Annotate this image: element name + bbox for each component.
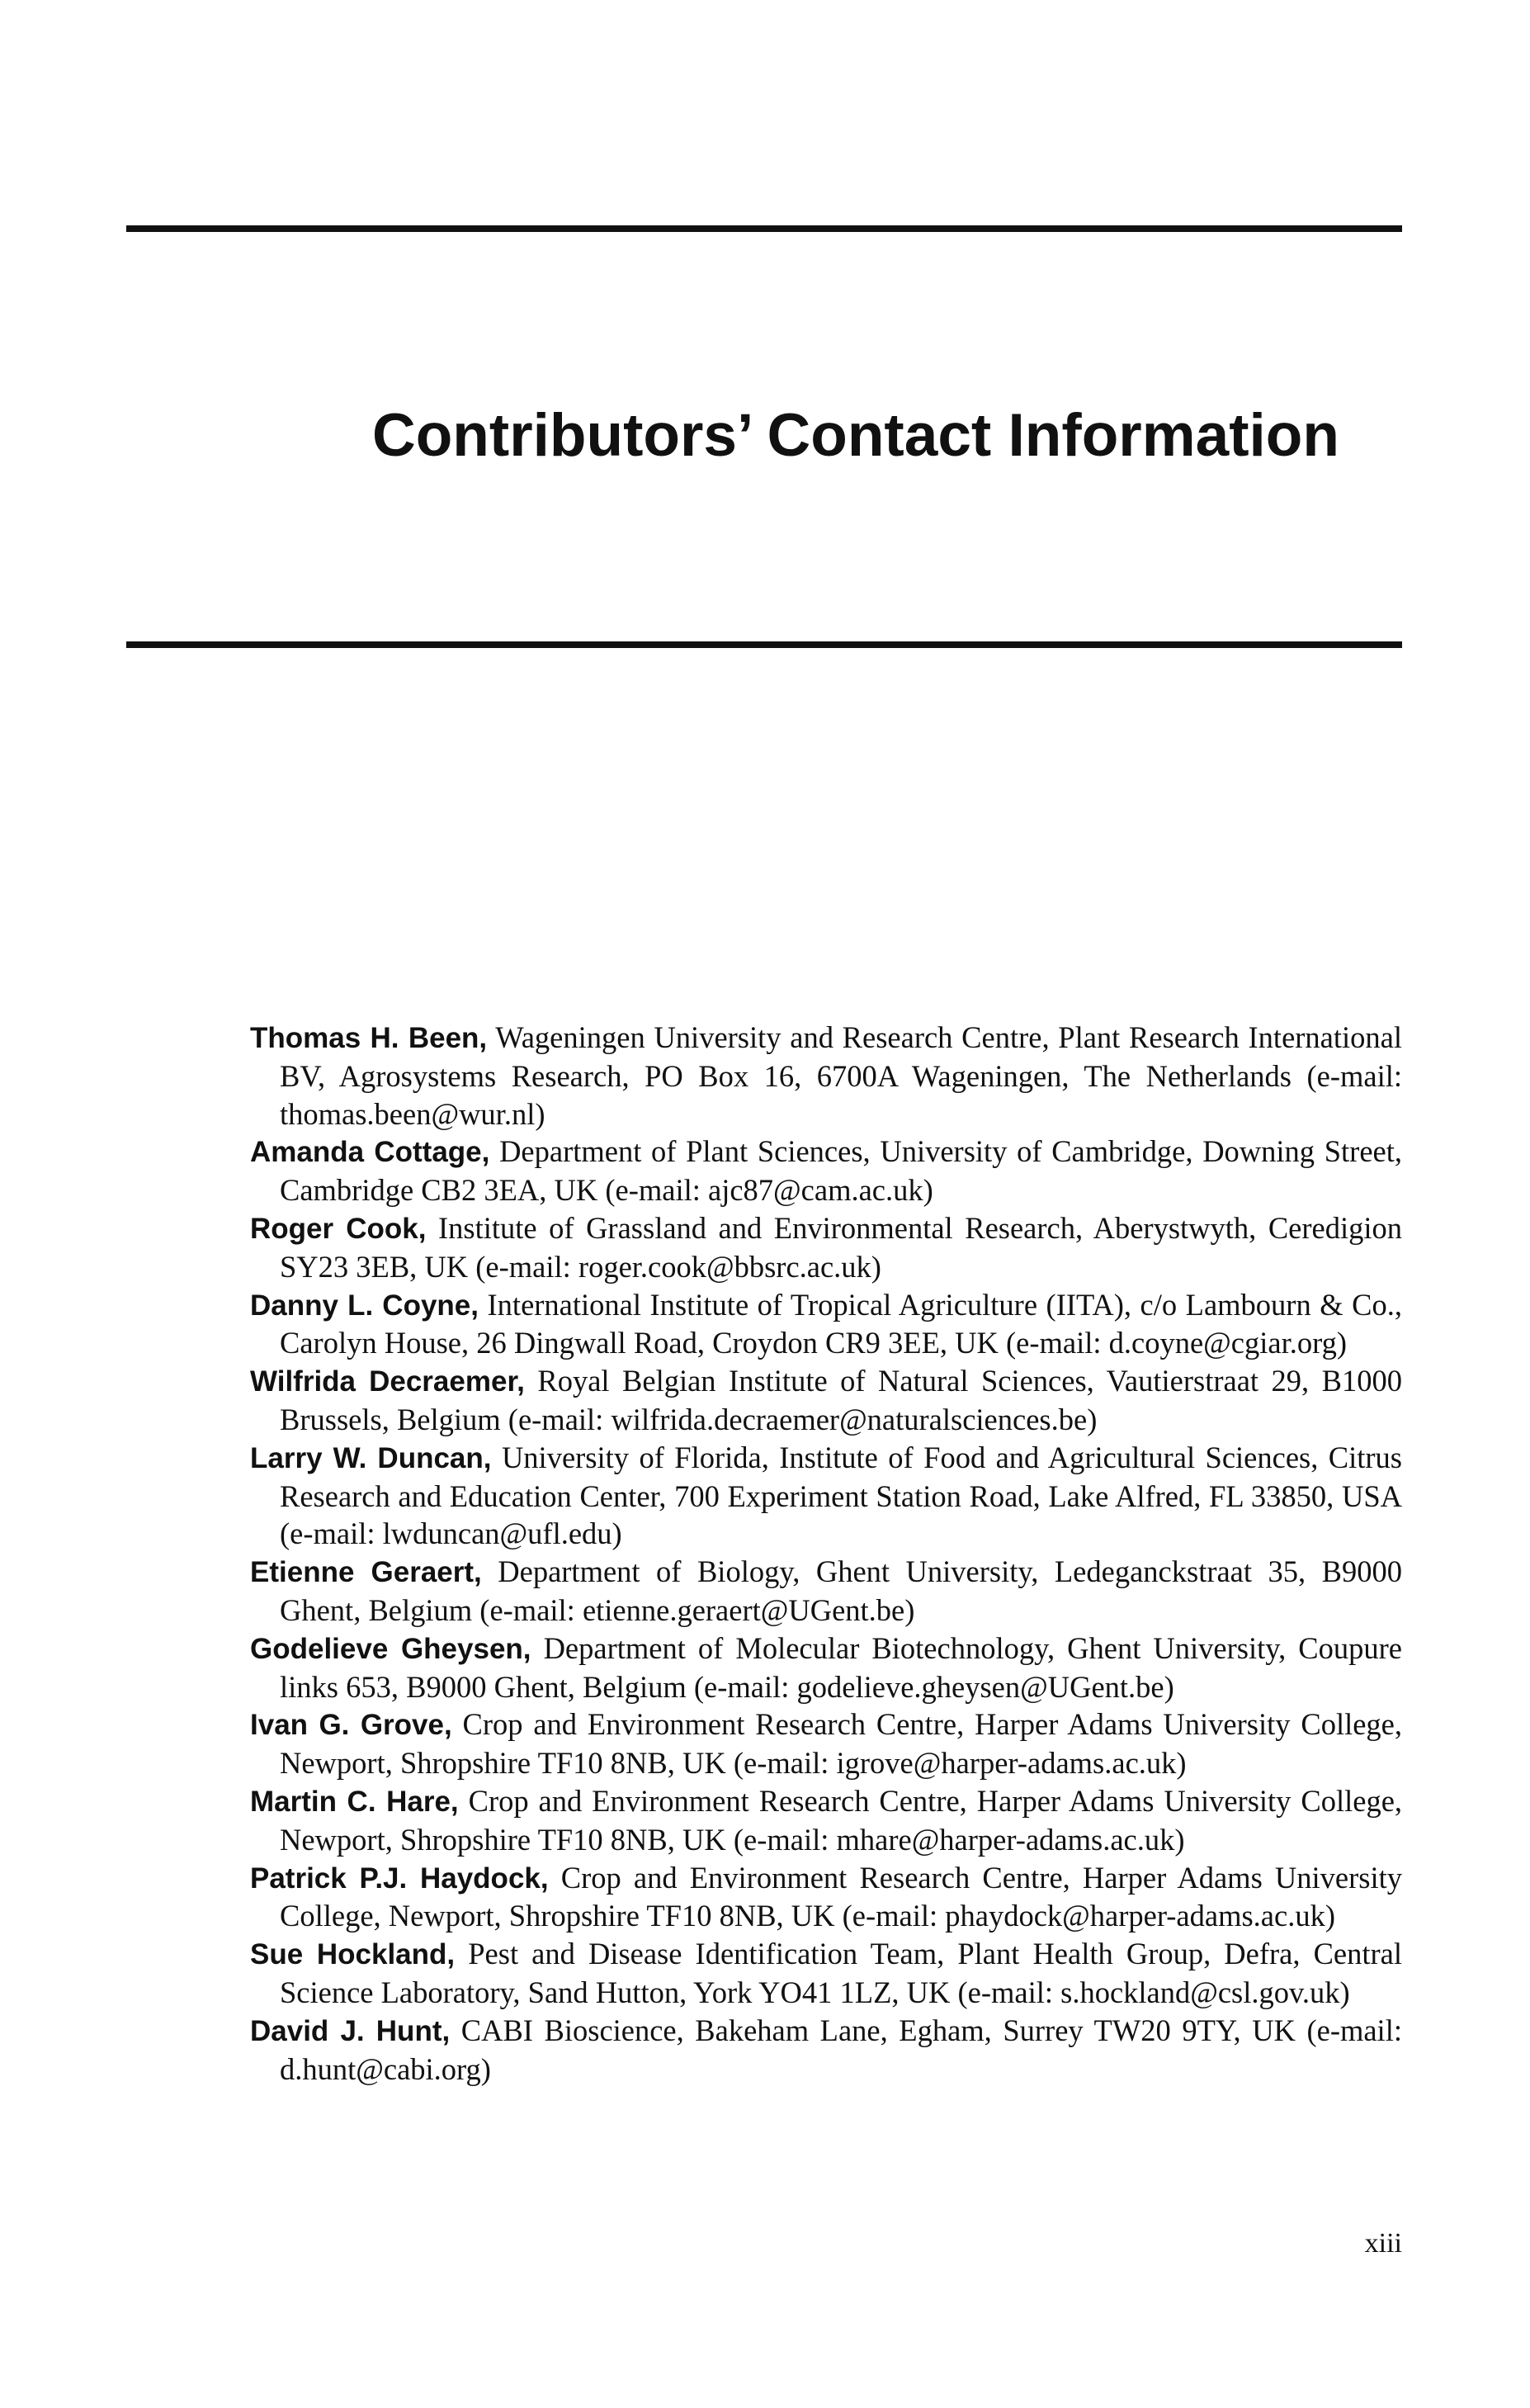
contributor-entry xyxy=(250,1286,1402,1363)
contributor-details: Crop and Environment Research Centre, Harper Adams University College, Newport, Shropshire TF10 8NB, UK (e-mail: igrove@harper-adams.ac.uk) xyxy=(280,1707,1403,1781)
contributor-details: Department of Biology, Ghent University, Ledeganckstraat 35, B9000 Ghent, Belgium (e-mail: etienne.geraert@UGent.be) xyxy=(280,1554,1402,1627)
contributor-details: Institute of Grassland and Environmental Research, Aberystwyth, Ceredigion SY23 3EB, UK (e-mail: roger.cook@bbsrc.ac.uk) xyxy=(280,1210,1402,1284)
contributor-details: Crop and Environment Research Centre, Harper Adams University College, Newport, Shropshire TF10 8NB, UK (e-mail: mhare@harper-adams.ac.uk) xyxy=(280,1783,1403,1857)
contributor-name: Danny L. Coyne, xyxy=(250,1289,479,1322)
contributor-name: Etienne Geraert, xyxy=(250,1556,482,1589)
contributor-details: Royal Belgian Institute of Natural Sciences, Vautierstraat 29, B1000 Brussels, Belgium (e-mail: wilfrida.decraemer@naturalsciences.be) xyxy=(280,1364,1402,1436)
contributor-entry xyxy=(250,1439,1402,1553)
contributor-name: Godelieve Gheysen, xyxy=(250,1632,531,1665)
contributor-details: International Institute of Tropical Agriculture (IITA), c/o Lambourn & Co., Carolyn House, 26 Dingwall Road, Croydon CR9 3EE, UK (e-mail: d.coyne@cgiar.org) xyxy=(280,1287,1402,1360)
top-rule xyxy=(126,225,1402,232)
contributor-name: Wilfrida Decraemer, xyxy=(250,1365,525,1398)
contributor-name: Roger Cook, xyxy=(250,1212,427,1245)
contributor-entry xyxy=(250,1935,1402,2012)
bottom-rule xyxy=(126,641,1402,648)
contributor-details: CABI Bioscience, Bakeham Lane, Egham, Surrey TW20 9TY, UK (e-mail: d.hunt@cabi.org) xyxy=(280,2013,1402,2086)
contributor-name: Thomas H. Been, xyxy=(250,1022,488,1054)
contributor-entry xyxy=(250,1859,1402,1936)
contributor-name: Sue Hockland, xyxy=(250,1938,456,1971)
contributor-name: Ivan G. Grove, xyxy=(250,1709,452,1742)
contributor-details: Department of Plant Sciences, University of Cambridge, Downing Street, Cambridge CB2 3EA, UK (e-mail: ajc87@cam.ac.uk) xyxy=(280,1134,1402,1208)
contributor-entry xyxy=(250,1630,1402,1706)
contributor-entry xyxy=(250,1553,1402,1630)
contributor-details: Wageningen University and Research Centre, Plant Research International BV, Agrosystems Research, PO Box 16, 6700A Wageningen, The Netherlands (e-mail: thomas.been@wur.nl) xyxy=(280,1020,1402,1131)
contributor-entry xyxy=(250,1782,1402,1859)
page-title: Contributors’ Contact Information xyxy=(372,402,1339,469)
contributor-entry xyxy=(250,1209,1402,1286)
page-number: xiii xyxy=(1364,2228,1402,2259)
contributor-entry xyxy=(250,1705,1402,1782)
contributor-name: Patrick P.J. Haydock, xyxy=(250,1862,549,1895)
contributor-list xyxy=(250,1019,1402,2088)
contributor-entry xyxy=(250,1019,1402,1133)
contributor-name: Amanda Cottage, xyxy=(250,1136,490,1169)
contributor-entry xyxy=(250,1133,1402,1209)
contributor-details: University of Florida, Institute of Food and Agricultural Sciences, Citrus Research and Education Center, 700 Experiment Station Road, Lake Alfred, FL 33850, USA (e-mail: lwduncan@ufl.edu) xyxy=(280,1440,1403,1551)
contributor-entry xyxy=(250,2012,1402,2089)
contributor-details: Department of Molecular Biotechnology, Ghent University, Coupure links 653, B9000 Ghent, Belgium (e-mail: godelieve.gheysen@UGent.be) xyxy=(280,1630,1402,1704)
contributor-name: Larry W. Duncan, xyxy=(250,1441,492,1474)
contributor-entry xyxy=(250,1362,1402,1439)
contributor-details: Pest and Disease Identification Team, Plant Health Group, Defra, Central Science Laboratory, Sand Hutton, York YO41 1LZ, UK (e-mail: s.hockland@csl.gov.uk) xyxy=(280,1937,1403,2009)
contributor-name: Martin C. Hare, xyxy=(250,1785,459,1818)
contributor-name: David J. Hunt, xyxy=(250,2014,451,2047)
contributor-details: Crop and Environment Research Centre, Harper Adams University College, Newport, Shropshire TF10 8NB, UK (e-mail: phaydock@harper-adams.ac.uk) xyxy=(280,1860,1403,1933)
